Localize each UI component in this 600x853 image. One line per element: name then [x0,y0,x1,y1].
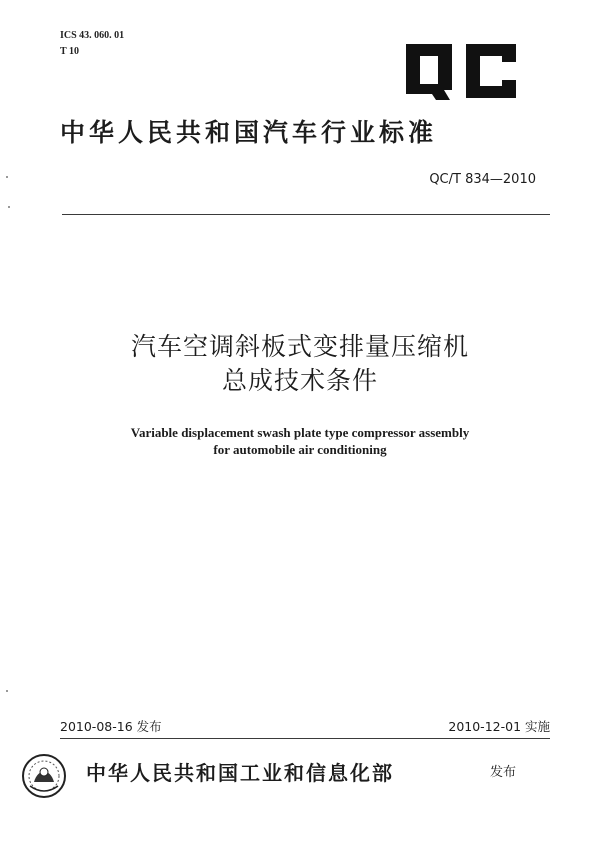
ics-code: ICS 43. 060. 01 [60,30,125,41]
top-divider [62,214,550,215]
standard-category-title: 中华人民共和国汽车行业标准 [60,118,438,147]
bottom-divider [60,738,550,739]
standard-number: QC/T 834—2010 [429,172,536,187]
classification-code: T 10 [60,46,79,57]
title-chinese-line2: 总成技术条件 [221,366,378,395]
scan-mark [8,206,10,208]
issuer-suffix: 发布 [490,765,517,780]
title-english-line1: Variable displacement swash plate type compressor assembly [130,425,470,440]
qc-logo-c [466,44,516,98]
title-english-line2: for automobile air conditioning [213,442,387,457]
scan-mark [6,176,8,178]
title-chinese [50,330,550,398]
scan-mark [6,690,8,692]
issue-date: 2010-08-16 发布 [60,719,162,734]
ministry-emblem-icon [20,752,68,800]
qc-logo-q [406,44,452,100]
issuer-name: 中华人民共和国工业和信息化部 [86,761,394,785]
title-chinese-line1: 汽车空调斜板式变排量压缩机 [130,332,469,361]
title-english [50,424,550,458]
qc-logo [402,42,520,102]
implementation-date: 2010-12-01 实施 [448,719,550,734]
